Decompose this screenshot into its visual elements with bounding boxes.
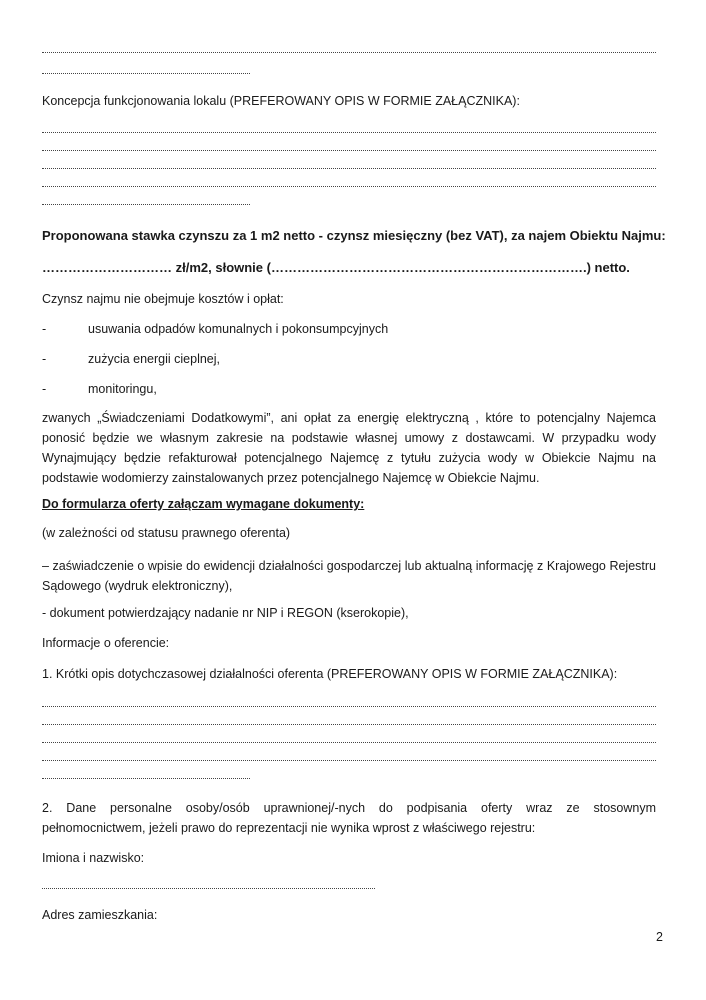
dotted-fill-line (42, 778, 250, 779)
dotted-fill-line (42, 742, 656, 743)
rent-heading: Proponowana stawka czynszu za 1 m2 netto - czynsz miesięczny (bez VAT), za najem Obiektu Najmu: (42, 228, 666, 243)
page-number: 2 (656, 930, 663, 944)
documents-note: (w zależności od statusu prawnego oferenta) (42, 526, 291, 540)
list-item: monitoringu, (88, 382, 157, 396)
list-dash: - (42, 322, 47, 336)
offeror-q2: 2. Dane personalne osoby/osób uprawnionej/-nych do podpisania oferty wraz ze stosownym pełnomocnictwem, jeżeli prawo do reprezentacji nie wynika wprost z właściwego rejestru: (42, 801, 656, 835)
list-dash: - (42, 352, 47, 366)
concept-label: Koncepcja funkcjonowania lokalu (PREFEROWANY OPIS W FORMIE ZAŁĄCZNIKA): (42, 94, 520, 108)
rent-amount-line: ………………………… zł/m2, słownie (……………………………………………………………….) netto. (42, 260, 630, 275)
documents-heading: Do formularza oferty załączam wymagane dokumenty: (42, 497, 365, 511)
dotted-fill-line (42, 706, 656, 707)
documents-item-1: – zaświadczenie o wpisie do ewidencji działalności gospodarczej lub aktualną informację z Krajowego Rejestru Sądowego (wydruk elektroniczny), (42, 559, 656, 593)
dotted-fill-line (42, 724, 656, 725)
dotted-fill-line (42, 888, 375, 889)
dotted-fill-line (42, 150, 656, 151)
list-item: usuwania odpadów komunalnych i pokonsumpcyjnych (88, 322, 389, 336)
dotted-fill-line (42, 132, 656, 133)
rent-paragraph: zwanych „Świadczeniami Dodatkowymi”, ani opłat za energię elektryczną , które to potencjalny Najemca ponosić będzie we własnym zakresie na podstawie własnej umowy z dostawcami. W przypadku wody Wynajmujący będzie refakturował potencjalnego Najemcę z tytułu zużycia wody w Obiekcie Najmu na podstawie wodomierzy zainstalowanych przez potencjalnego Najemcę w Obiekcie Najmu. (42, 411, 656, 485)
names-label: Imiona i nazwisko: (42, 851, 145, 865)
offeror-label: Informacje o oferencie: (42, 636, 170, 650)
address-label: Adres zamieszkania: (42, 908, 158, 922)
documents-item-2: - dokument potwierdzający nadanie nr NIP i REGON (kserokopie), (42, 606, 409, 620)
dotted-fill-line (42, 52, 656, 53)
list-item: zużycia energii cieplnej, (88, 352, 221, 366)
offeror-q1: 1. Krótki opis dotychczasowej działalności oferenta (PREFEROWANY OPIS W FORMIE ZAŁĄCZNIKA): (42, 667, 618, 681)
rent-excludes-intro: Czynsz najmu nie obejmuje kosztów i opłat: (42, 292, 284, 306)
dotted-fill-line (42, 73, 250, 74)
dotted-fill-line (42, 204, 250, 205)
list-dash: - (42, 382, 47, 396)
dotted-fill-line (42, 760, 656, 761)
dotted-fill-line (42, 186, 656, 187)
dotted-fill-line (42, 168, 656, 169)
